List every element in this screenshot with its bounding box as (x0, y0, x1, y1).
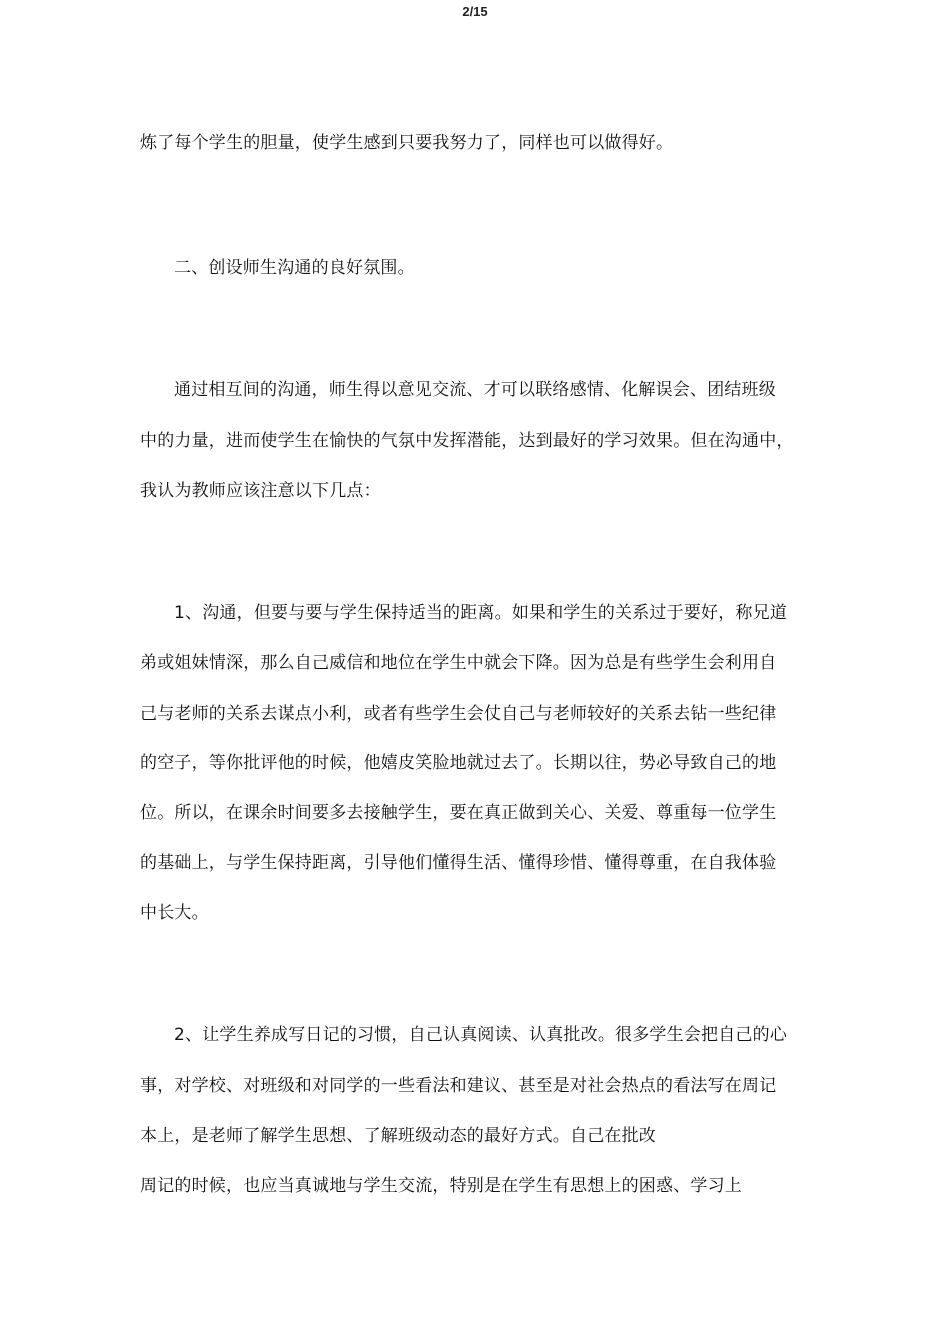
paragraph-line: 中长大。 (140, 903, 209, 923)
section-heading: 二、创设师生沟通的良好氛围。 (174, 258, 415, 278)
paragraph-line: 通过相互间的沟通，师生得以意见交流、才可以联络感情、化解误会、团结班级 (174, 380, 776, 400)
paragraph-line: 己与老师的关系去谋点小利，或者有些学生会仗自己与老师较好的关系去钻一些纪律 (140, 704, 777, 724)
paragraph-line: 中的力量，进而使学生在愉快的气氛中发挥潜能，达到最好的学习效果。但在沟通中， (140, 431, 794, 451)
paragraph-line: 炼了每个学生的胆量，使学生感到只要我努力了，同样也可以做得好。 (140, 133, 674, 153)
paragraph-line: 2、让学生养成写日记的习惯，自己认真阅读、认真批改。很多学生会把自己的心 (174, 1025, 788, 1045)
page-number: 2/15 (462, 4, 488, 19)
paragraph-line: 周记的时候，也应当真诚地与学生交流，特别是在学生有思想上的困惑、学习上 (140, 1176, 742, 1196)
paragraph-line: 弟或姐妹情深，那么自己威信和地位在学生中就会下降。因为总是有些学生会利用自 (140, 653, 777, 673)
paragraph-line: 事，对学校、对班级和对同学的一些看法和建议、甚至是对社会热点的看法写在周记 (140, 1076, 777, 1096)
paragraph-line: 本上，是老师了解学生思想、了解班级动态的最好方式。自己在批改 (140, 1126, 656, 1146)
paragraph-line: 位。所以，在课余时间要多去接触学生，要在真正做到关心、关爱、尊重每一位学生 (140, 803, 777, 823)
paragraph-line: 1、沟通，但要与要与学生保持适当的距离。如果和学生的关系过于要好，称兄道 (174, 603, 788, 623)
paragraph-line: 的基础上，与学生保持距离，引导他们懂得生活、懂得珍惜、懂得尊重，在自我体验 (140, 853, 777, 873)
paragraph-line: 我认为教师应该注意以下几点： (140, 481, 381, 501)
paragraph-line: 的空子，等你批评他的时候，他嬉皮笑脸地就过去了。长期以往，势必导致自己的地 (140, 753, 777, 773)
